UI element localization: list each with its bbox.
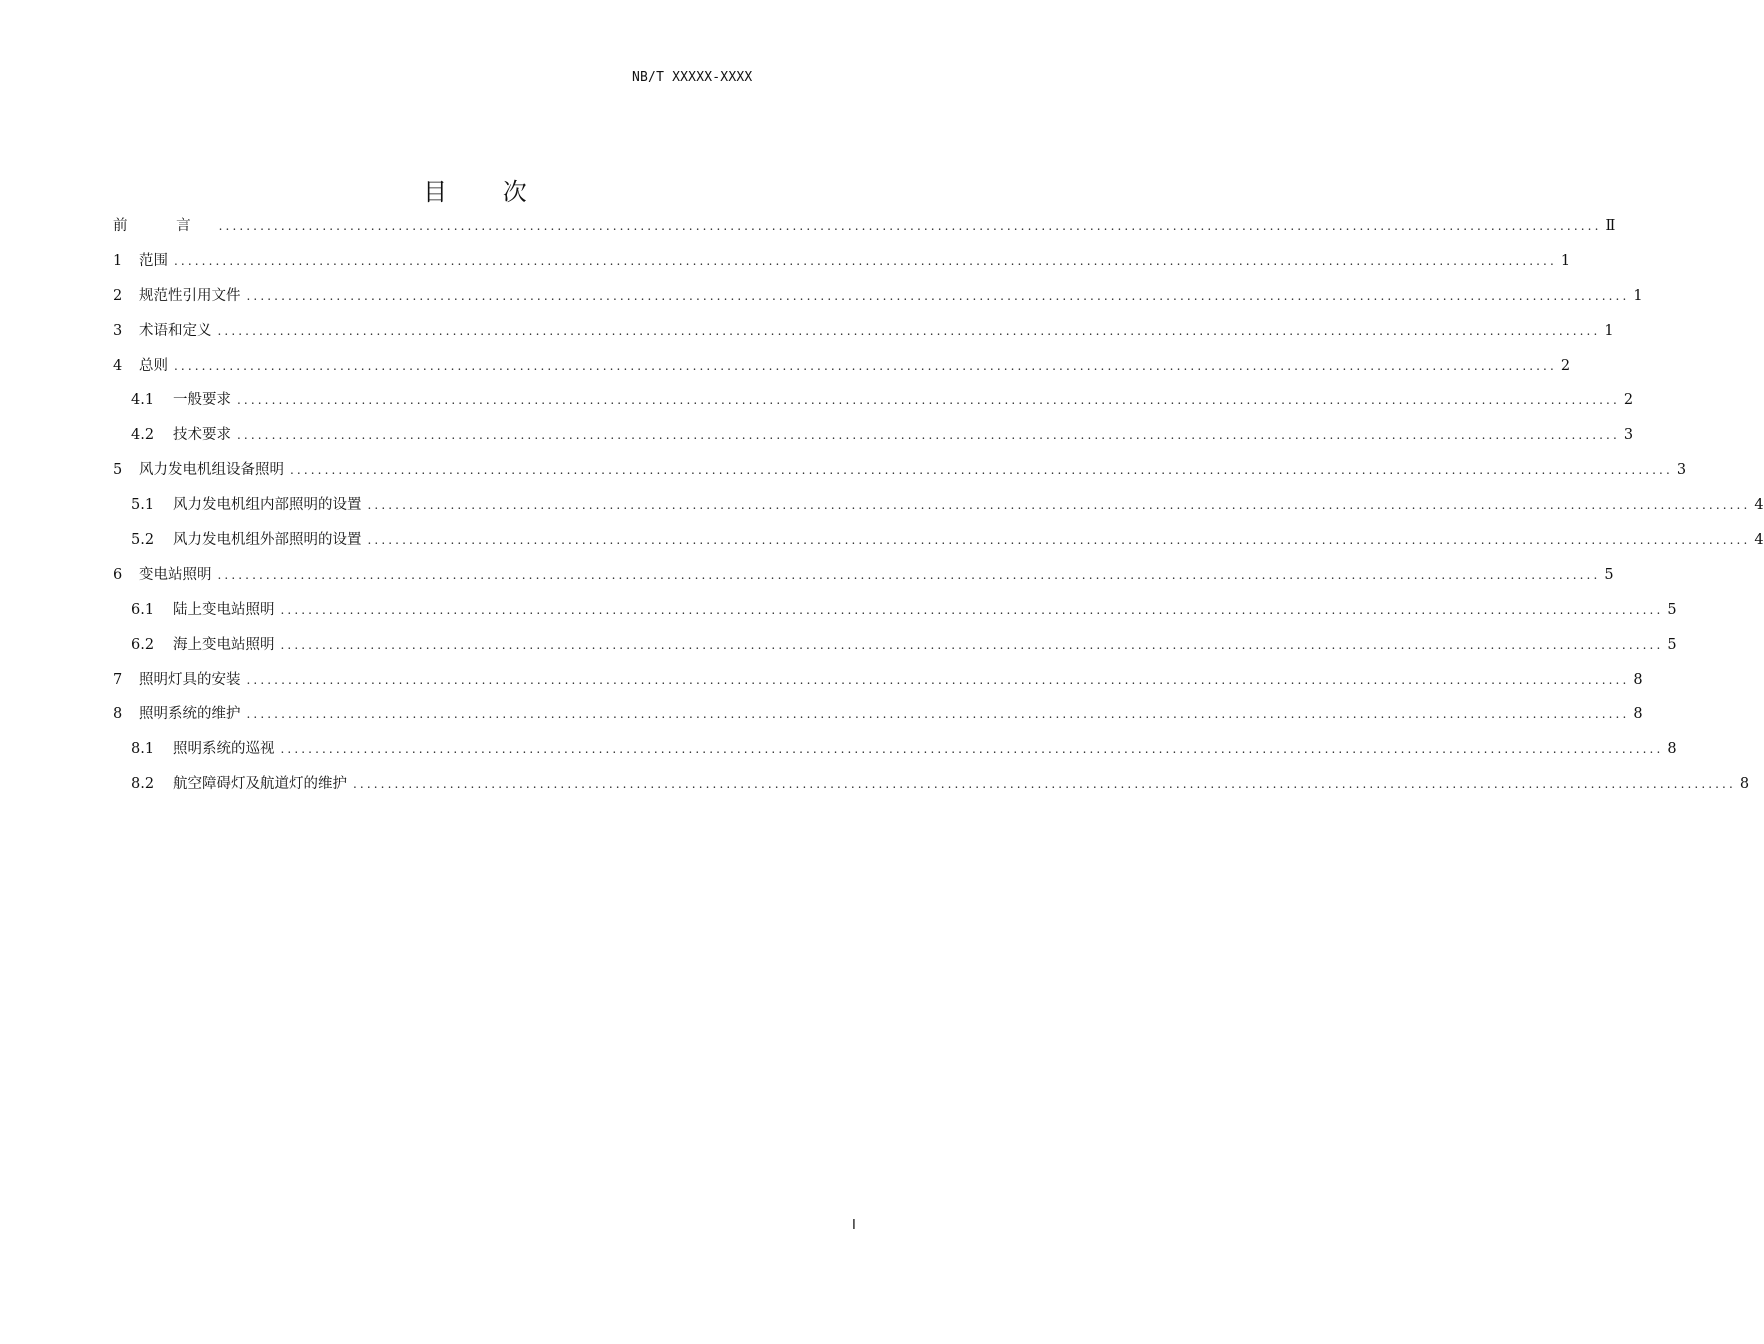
toc-entry[interactable] [113,558,1614,593]
toc-entry-number: 5.2 [131,532,155,549]
toc-entry-text: 范围 [139,252,168,269]
toc-entry-page: 8 [1739,776,1750,793]
toc-entry[interactable] [113,453,1687,488]
toc-entry-number: 1 [113,252,123,269]
toc-subentry[interactable] [113,418,1634,453]
toc-dot-leader: ........................................................................................................................................................................................................ [290,463,1673,478]
toc-dot-leader: ........................................................................................................................................................................................................ [367,498,1751,513]
toc-dot-leader: ........................................................................................................................................................................................................ [367,533,1751,548]
toc-dot-leader: ........................................................................................................................................................................................................ [174,358,1557,373]
toc-entry[interactable] [113,314,1614,349]
toc-entry-number: 6.2 [131,636,155,653]
toc-entry-text: 变电站照明 [139,566,212,583]
toc-subentry[interactable] [113,488,1764,523]
toc-dot-leader: ........................................................................................................................................................................................................ [280,602,1664,617]
toc-entry-page: 4 [1754,532,1764,549]
toc-entry-number: 8 [113,706,123,723]
toc-entry-page: 5 [1604,566,1614,583]
toc-entry-preface[interactable] [113,209,1616,244]
toc-dot-leader: ........................................................................................................................................................................................................ [280,742,1664,757]
toc-subentry[interactable] [113,593,1677,628]
toc-dot-leader: ........................................................................................................................................................................................................ [217,323,1601,338]
toc-entry-number: 2 [113,287,123,304]
toc-dot-leader: ........................................................................................................................................................................................................ [217,567,1601,582]
toc-entry[interactable] [113,279,1643,314]
toc-entry-page: 8 [1633,706,1643,723]
toc-entry-page: 3 [1623,427,1634,444]
toc-dot-leader: ........................................................................................................................................................................................................ [237,428,1620,443]
toc-entry-text: 规范性引用文件 [139,287,241,304]
toc-dot-leader: ........................................................................................................................................................................................................ [280,637,1664,652]
table-of-contents [113,209,1764,802]
toc-dot-leader: ........................................................................................................................................................................................................ [353,777,1736,792]
toc-subentry[interactable] [113,523,1764,558]
toc-entry-number: 5.1 [131,497,155,514]
toc-entry-text: 总则 [139,357,168,374]
toc-entry-number: 6.1 [131,601,155,618]
toc-entry-text: 一般要求 [173,392,231,409]
toc-subentry[interactable] [113,628,1677,663]
toc-entry-text: 前 言 [113,218,213,234]
toc-entry-text: 照明灯具的安装 [139,671,241,688]
toc-entry-text: 照明系统的巡视 [173,741,275,758]
toc-entry-page: 1 [1604,322,1614,339]
toc-subentry[interactable] [113,767,1750,802]
toc-entry-number: 4 [113,357,123,374]
toc-title: 目 次 [423,178,551,206]
toc-entry-page: 4 [1754,497,1764,514]
toc-entry-page: 2 [1623,392,1634,409]
toc-entry-number: 4.1 [131,392,155,409]
toc-dot-leader: ........................................................................................................................................................................................................ [246,707,1630,722]
toc-entry-number: 8.2 [131,776,155,793]
toc-entry-page: 5 [1667,601,1677,618]
toc-entry-number: 5 [113,462,123,479]
toc-entry-text: 航空障碍灯及航道灯的维护 [173,776,347,793]
toc-entry-page: Ⅱ [1605,218,1616,234]
toc-entry[interactable] [113,349,1571,384]
toc-entry[interactable] [113,663,1643,698]
toc-entry-text: 陆上变电站照明 [173,601,275,618]
toc-subentry[interactable] [113,383,1634,418]
toc-dot-leader: ........................................................................................................................................................................................................ [218,219,1602,233]
toc-entry-number: 8.1 [131,741,155,758]
toc-entry-page: 8 [1667,741,1677,758]
page-number: I [852,1218,856,1233]
toc-entry-number: 3 [113,322,123,339]
toc-entry-text: 照明系统的维护 [139,706,241,723]
toc-entry-text: 技术要求 [173,427,231,444]
toc-entry-page: 1 [1633,287,1643,304]
toc-entry[interactable] [113,697,1643,732]
toc-entry-text: 风力发电机组内部照明的设置 [173,497,362,514]
toc-dot-leader: ........................................................................................................................................................................................................ [237,393,1620,408]
toc-entry-page: 8 [1633,671,1643,688]
toc-dot-leader: ........................................................................................................................................................................................................ [174,253,1557,268]
toc-entry-page: 5 [1667,636,1677,653]
toc-entry-text: 术语和定义 [139,322,212,339]
toc-entry[interactable] [113,244,1571,279]
toc-dot-leader: ........................................................................................................................................................................................................ [246,288,1630,303]
toc-entry-number: 4.2 [131,427,155,444]
toc-entry-text: 风力发电机组外部照明的设置 [173,532,362,549]
toc-entry-page: 3 [1676,462,1687,479]
toc-entry-text: 海上变电站照明 [173,636,275,653]
toc-dot-leader: ........................................................................................................................................................................................................ [246,672,1630,687]
toc-entry-page: 2 [1560,357,1571,374]
toc-subentry[interactable] [113,732,1677,767]
toc-entry-page: 1 [1560,252,1571,269]
toc-entry-text: 风力发电机组设备照明 [139,462,284,479]
toc-entry-number: 7 [113,671,123,688]
document-code: NB/T XXXXX-XXXX [632,70,753,85]
toc-entry-number: 6 [113,566,123,583]
